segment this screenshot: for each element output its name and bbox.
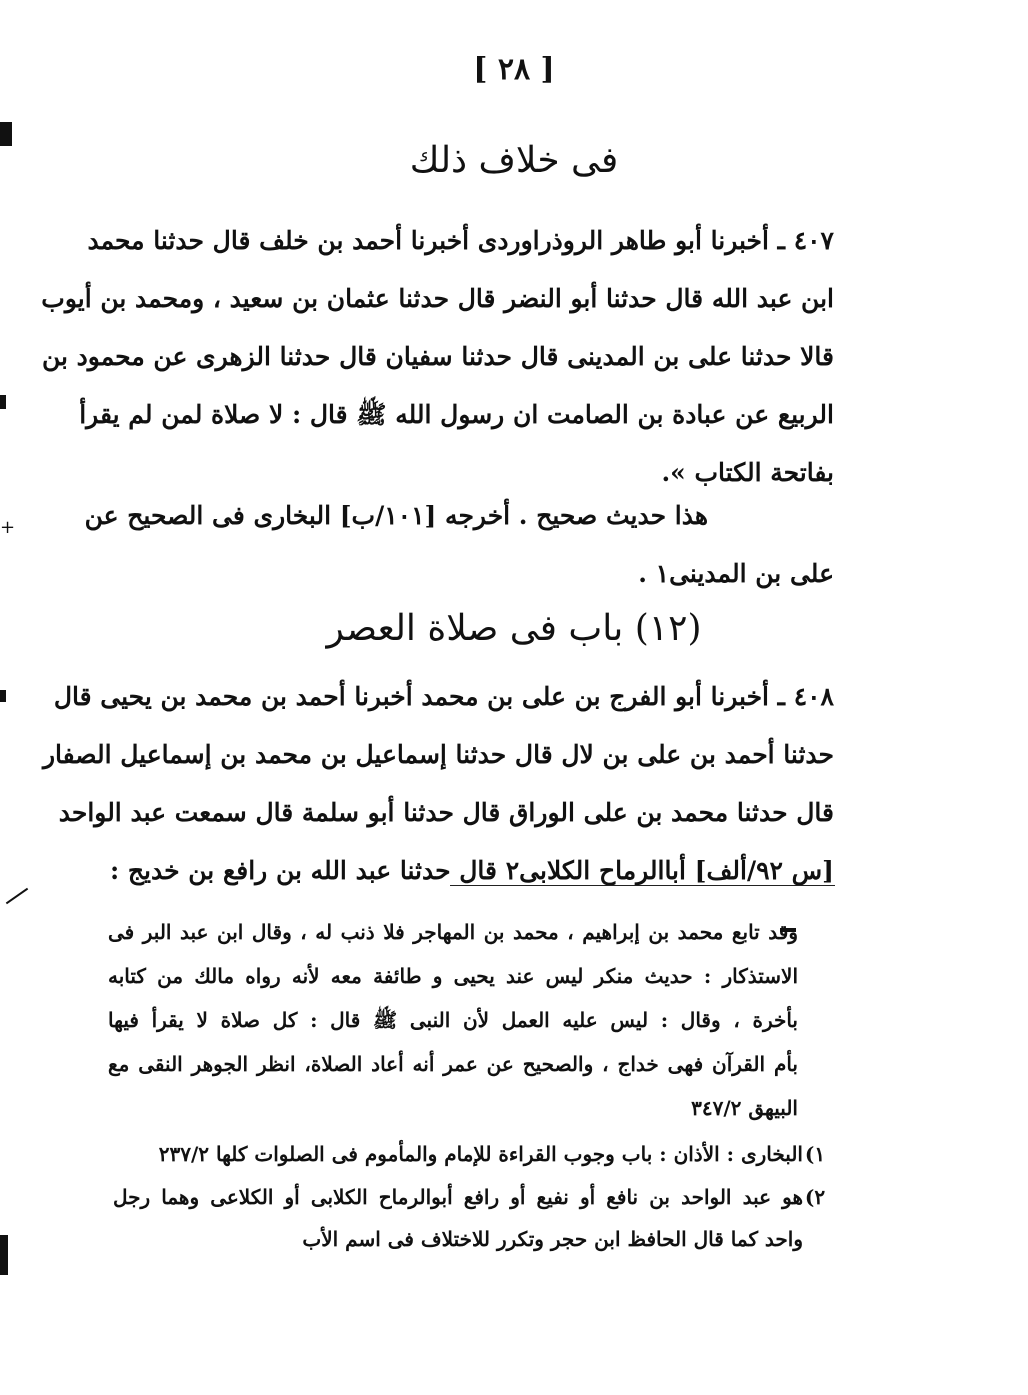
footnote-number: ٢) [804,1185,826,1209]
footnote-1 [113,1133,803,1175]
scan-edge-mark [0,395,6,409]
text-line: [س ٩٢/ألف] أباالرماح الكلابى٢ قال حدثنا عبد الله بن رافع بن خديج : [109,856,834,885]
section-title: فى خلاف ذلك [409,140,619,181]
text-line: الربيع عن عبادة بن الصامت ان رسول الله ﷺ قال : لا صلاة لمن لم يقرأ [79,400,834,429]
footnote-line: البخارى : الأذان : باب وجوب القراءة للإمام والمأموم فى الصلوات كلها ٢٣٧/٢ [158,1142,803,1166]
footnote-separator [450,885,835,886]
text-line: حدثنا أحمد بن على بن لال قال حدثنا إسماعيل بن محمد بن إسماعيل الصفار [42,740,834,769]
chapter-title: (١٢) باب فى صلاة العصر [326,608,702,649]
hadith-407-note [84,487,708,545]
footnote-number: ١) [804,1142,826,1166]
footnote-line: البيهق ٣٤٧/٢ [691,1096,798,1120]
footnote-line: وقد تابع محمد بن إبراهيم ، محمد بن المهاجر فلا ذنب له ، وقال ابن عبد البر فى [108,920,798,944]
footnote-line: واحد كما قال الحافظ ابن حجر وتكرر للاختلاف فى اسم الأب [302,1227,803,1251]
text-line: على بن المدينى١ . [638,559,834,588]
footnote-carryover [108,910,798,1130]
scan-edge-tick [6,888,28,905]
text-line: قال حدثنا محمد بن على الوراق قال حدثنا أبو سلمة قال سمعت عبد الواحد [58,798,834,827]
text-line: قالا حدثنا على بن المدينى قال حدثنا سفيان قال حدثنا الزهرى عن محمود بن [41,342,834,371]
footnote-line: الاستذكار : حديث منكر ليس عند يحيى و طائفة معه لأنه رواه مالك من كتابه [108,964,798,988]
scan-edge-mark [0,690,6,702]
scan-edge-tick: + [0,517,16,538]
scan-edge-mark [0,1235,8,1275]
footnote-line: بأخرة ، وقال : ليس عليه العمل لأن النبى ﷺ قال : كل صلاة لا يقرأ فيها [108,1008,798,1032]
hadith-408 [42,668,834,900]
footnote-line: هو عبد الواحد بن نافع أو نفيع أو رافع أبوالرماح الكلابى أو الكلاعى وهما رجل [113,1185,803,1209]
footnote-line: بأم القرآن فهى خداج ، والصحيح عن عمر أنه أعاد الصلاة، انظر الجوهر النقى مع [108,1052,798,1076]
hadith-407 [41,212,834,502]
page-number: [ ٢٨ ] [473,52,555,87]
text-line: ٤٠٨ ـ أخبرنا أبو الفرج بن على بن محمد أخبرنا أحمد بن محمد بن يحيى قال [53,682,834,711]
footnote-2 [113,1176,803,1260]
text-line: بفاتحة الكتاب ». [661,458,834,487]
text-line: هذا حديث صحيح . أخرجه [١٠١/ب] البخارى فى الصحيح عن [84,501,708,530]
text-line: ابن عبد الله قال حدثنا أبو النضر قال حدثنا عثمان بن سعيد ، ومحمد بن أيوب [41,284,834,313]
text-line: ٤٠٧ ـ أخبرنا أبو طاهر الروذراوردى أخبرنا أحمد بن خلف قال حدثنا محمد [87,226,834,255]
hadith-407-note-end [118,545,834,603]
